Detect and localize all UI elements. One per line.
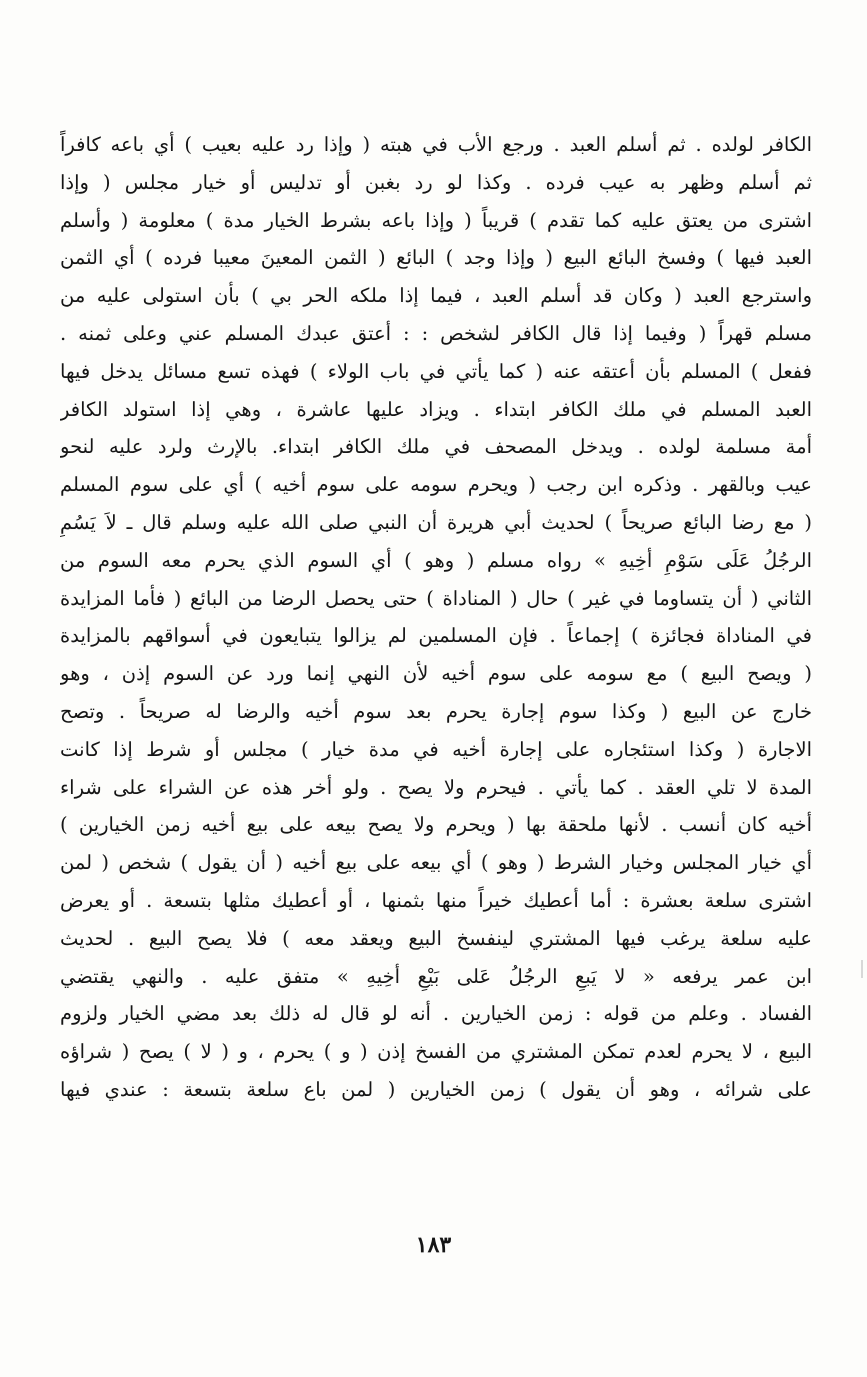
text-line: البيع ، لا يحرم لعدم تمكن المشتري من الفسخ إذن ( و ) يحرم ، و ( لا ) يصح ( شراؤه [60,1040,812,1064]
text-line: خارج عن البيع ( وكذا سوم إجارة يحرم بعد سوم أخيه والرضا له صريحاً . وتصح [60,699,812,723]
text-line: الفساد . وعلم من قوله : زمن الخيارين . أنه لو قال له ذلك بعد مضي الخيار ولزوم [60,1002,812,1026]
text-line: العبد فيها ) وفسخ البائع البيع ( وإذا وجد ) البائع ( الثمن المعينَ معيبا فرده ) أي الثمن [60,246,812,270]
text-line: في المناداة فجائزة ) إجماعاً . فإن المسلمين لم يزالوا يتبايعون في أسواقهم بالمزايدة [60,624,812,648]
text-line: الاجارة ( وكذا استئجاره على إجارة أخيه في مدة خيار ) مجلس أو شرط إذا كانت [60,737,812,761]
text-line: أمة مسلمة لولده . ويدخل المصحف في ملك الكافر ابتداء. بالإرث ولرد عليه لنحو [60,435,812,459]
text-line: ابن عمر يرفعه « لا يَبعِ الرجُلُ عَلى بَيْعِ أخِيهِ » متفق عليه . والنهي يقتضي [60,964,812,988]
text-line: ( ويصح البيع ) مع سومه على سوم أخيه لأن النهي إنما ورد عن السوم إذن ، وهو [60,662,812,686]
text-line: اشترى من يعتق عليه كما تقدم ) قريباً ( وإذا باعه بشرط الخيار مدة ) معلومة ( وأسلم [60,208,812,232]
text-line: عليه سلعة يرغب فيها المشتري لينفسخ البيع ويعقد معه ) فلا يصح البيع . لحديث [60,926,812,950]
scan-edge-mark [861,960,863,978]
text-line: الرجُلُ عَلَى سَوْمِ أخِيهِ » رواه مسلم ( وهو ) أي السوم الذي يحرم معه السوم من [60,548,812,572]
text-line: على شرائه ، وهو أن يقول ) زمن الخيارين ( لمن باع سلعة بتسعة : عندي فيها [60,1077,812,1101]
text-line: المدة لا تلي العقد . كما يأتي . فيحرم ولا يصح . ولو أخر هذه عن الشراء على شراء [60,775,812,799]
text-line: مسلم قهراً ( وفيما إذا قال الكافر لشخص : : أعتق عبدك المسلم عني وعلى ثمنه . [60,321,812,345]
text-line: العبد المسلم في ملك الكافر ابتداء . ويزاد عليها عاشرة ، وهي إذا استولد الكافر [60,397,812,421]
text-line: أي خيار المجلس وخيار الشرط ( وهو ) أي بيعه على بيع أخيه ( أن يقول ) شخص ( لمن [60,851,812,875]
page-number: ١٨٣ [415,1232,452,1258]
text-line: ثم أسلم وظهر به عيب فرده . وكذا لو رد بغبن أو تدليس أو خيار مجلس ( وإذا [60,170,812,194]
text-line: الثاني ( أن يتساوما في غير ) حال ( المناداة ) حتى يحصل الرضا من البائع ( فأما المزايدة [60,586,812,610]
text-line: أخيه كان أنسب . لأنها ملحقة بها ( ويحرم ولا يصح بيعه على بيع أخيه زمن الخيارين ) [60,813,812,837]
text-line: ففعل ) المسلم بأن أعتقه عنه ( كما يأتي في باب الولاء ) فهذه تسع مسائل يدخل فيها [60,359,812,383]
body-text [60,126,812,1109]
text-line: الكافر لولده . ثم أسلم العبد . ورجع الأب في هبته ( وإذا رد عليه بعيب ) أي باعه كافراً [60,133,812,156]
text-line: عيب وبالقهر . وذكره ابن رجب ( ويحرم سومه على سوم أخيه ) أي على سوم المسلم [60,473,812,497]
text-line: واسترجع العبد ( وكان قد أسلم العبد ، فيما إذا ملكه الحر بي ) بأن استولى عليه من [60,284,812,308]
text-line: ( مع رضا البائع صريحاً ) لحديث أبي هريرة أن النبي صلى الله عليه وسلم قال ـ لاَ يَسُمِ [60,510,812,534]
text-line: اشترى سلعة بعشرة : أما أعطيك خيراً منها بثمنها ، أو أعطيك مثلها بتسعة . أو يعرض [60,888,812,912]
